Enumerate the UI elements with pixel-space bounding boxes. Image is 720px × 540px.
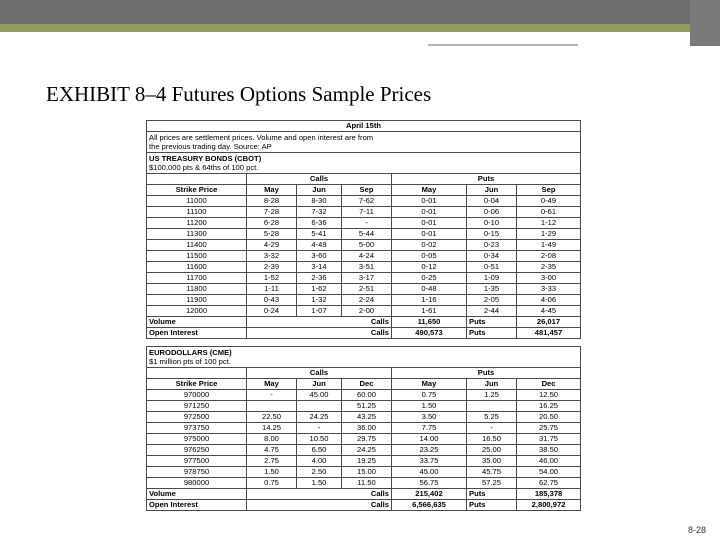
price-cell: 1-16 <box>392 295 467 306</box>
table-row <box>147 412 581 423</box>
strike-price-cell: 12000 <box>147 306 247 317</box>
header-underline <box>428 44 578 46</box>
treasury-rows <box>147 196 581 317</box>
price-cell: 29.75 <box>342 434 392 445</box>
column-header: Jun <box>297 379 342 390</box>
strike-price-cell: 11100 <box>147 207 247 218</box>
table-row <box>147 251 581 262</box>
header-accent-bar <box>0 24 720 32</box>
price-cell: 0-10 <box>467 218 517 229</box>
price-cell: 33.75 <box>392 456 467 467</box>
price-cell: 1-52 <box>247 273 297 284</box>
table-row <box>147 273 581 284</box>
price-cell: 1-07 <box>297 306 342 317</box>
open-interest-label: Open Interest <box>147 328 247 339</box>
price-cell: 0-06 <box>467 207 517 218</box>
price-cell: 45.75 <box>467 467 517 478</box>
strike-price-cell: 970000 <box>147 390 247 401</box>
open-interest-calls-label: Calls <box>247 328 392 339</box>
price-cell: 15.00 <box>342 467 392 478</box>
treasury-puts-header: Puts <box>392 174 581 185</box>
treasury-heading-title: US TREASURY BONDS (CBOT) <box>149 154 262 163</box>
price-cell: 0-23 <box>467 240 517 251</box>
treasury-date: April 15th <box>147 121 581 132</box>
price-cell: 7-62 <box>342 196 392 207</box>
table-row <box>147 306 581 317</box>
treasury-heading-units: $100,000 pts & 64ths of 100 pct. <box>149 163 259 172</box>
price-cell: 60.00 <box>342 390 392 401</box>
price-cell: 4-06 <box>517 295 581 306</box>
volume-calls-value: 11,650 <box>392 317 467 328</box>
volume-calls-label: Calls <box>247 317 392 328</box>
price-cell: 0-61 <box>517 207 581 218</box>
treasury-note <box>147 132 581 153</box>
price-cell: 1.50 <box>247 467 297 478</box>
strike-price-cell: 975000 <box>147 434 247 445</box>
price-cell: 4-29 <box>247 240 297 251</box>
price-cell: 3.50 <box>392 412 467 423</box>
price-cell <box>297 401 342 412</box>
price-cell: 22.50 <box>247 412 297 423</box>
price-cell: 3-17 <box>342 273 392 284</box>
price-cell: 0-34 <box>467 251 517 262</box>
open-interest-calls-label: Calls <box>247 500 392 511</box>
price-cell: 10.50 <box>297 434 342 445</box>
price-cell: 5-44 <box>342 229 392 240</box>
strike-price-cell: 11000 <box>147 196 247 207</box>
price-cell: 6.50 <box>297 445 342 456</box>
slide-title: EXHIBIT 8–4 Futures Options Sample Prices <box>46 82 432 106</box>
price-cell: 0-01 <box>392 229 467 240</box>
header-corner-block <box>690 0 720 46</box>
open-interest-puts-label: Puts <box>467 500 517 511</box>
price-cell: 1-09 <box>467 273 517 284</box>
price-cell: 0-04 <box>467 196 517 207</box>
price-cell: 31.75 <box>517 434 581 445</box>
price-cell: 0-01 <box>392 196 467 207</box>
price-cell: 1-12 <box>517 218 581 229</box>
eurodollar-column-headers <box>147 379 581 390</box>
column-header: Jun <box>467 379 517 390</box>
price-cell: 4-49 <box>297 240 342 251</box>
column-header: Sep <box>517 185 581 196</box>
price-cell: 56.75 <box>392 478 467 489</box>
eurodollar-puts-header: Puts <box>392 368 581 379</box>
table-row <box>147 390 581 401</box>
price-cell: 19.25 <box>342 456 392 467</box>
table-row <box>147 240 581 251</box>
open-interest-calls-value: 6,566,635 <box>392 500 467 511</box>
price-cell: 1.50 <box>392 401 467 412</box>
price-cell: 4-24 <box>342 251 392 262</box>
volume-puts-label: Puts <box>467 489 517 500</box>
strike-price-cell: 11300 <box>147 229 247 240</box>
column-header: Dec <box>342 379 392 390</box>
column-header: May <box>247 379 297 390</box>
table-row <box>147 401 581 412</box>
price-cell: 2-51 <box>342 284 392 295</box>
price-cell: 2-00 <box>342 306 392 317</box>
price-cell: 0-01 <box>392 218 467 229</box>
strike-price-cell: 971250 <box>147 401 247 412</box>
price-cell: 2.50 <box>297 467 342 478</box>
column-header: Jun <box>467 185 517 196</box>
column-header: Dec <box>517 379 581 390</box>
price-cell: 1-11 <box>247 284 297 295</box>
table-row <box>147 456 581 467</box>
price-cell: 0-02 <box>392 240 467 251</box>
strike-price-cell: 977500 <box>147 456 247 467</box>
price-cell: 2-05 <box>467 295 517 306</box>
strike-price-cell: 11400 <box>147 240 247 251</box>
treasury-options-table <box>146 120 581 339</box>
price-cell: 6-28 <box>247 218 297 229</box>
strike-price-cell: 976250 <box>147 445 247 456</box>
price-cell: 62.75 <box>517 478 581 489</box>
price-cell: 4-45 <box>517 306 581 317</box>
price-cell: - <box>247 390 297 401</box>
price-cell: 0-01 <box>392 207 467 218</box>
open-interest-puts-value: 481,457 <box>517 328 581 339</box>
table-row <box>147 229 581 240</box>
strike-price-cell: 973750 <box>147 423 247 434</box>
open-interest-calls-value: 490,573 <box>392 328 467 339</box>
price-cell: 1-49 <box>517 240 581 251</box>
treasury-note-line1: All prices are settlement prices. Volume and open interest are from <box>149 133 374 142</box>
treasury-column-headers <box>147 185 581 196</box>
price-cell: 20.50 <box>517 412 581 423</box>
table-row <box>147 284 581 295</box>
price-cell: 2-39 <box>247 262 297 273</box>
price-cell: 3-32 <box>247 251 297 262</box>
column-header: May <box>247 185 297 196</box>
strike-price-cell: 980000 <box>147 478 247 489</box>
volume-label: Volume <box>147 317 247 328</box>
column-header: May <box>392 379 467 390</box>
price-cell: 0.75 <box>392 390 467 401</box>
price-cell: 0-43 <box>247 295 297 306</box>
table-row <box>147 218 581 229</box>
price-cell <box>467 401 517 412</box>
price-cell: 7.75 <box>392 423 467 434</box>
price-cell: 1-35 <box>467 284 517 295</box>
open-interest-label: Open Interest <box>147 500 247 511</box>
table-row <box>147 478 581 489</box>
price-cell: 57.25 <box>467 478 517 489</box>
volume-label: Volume <box>147 489 247 500</box>
strike-price-cell: 972500 <box>147 412 247 423</box>
price-cell: 16.25 <box>517 401 581 412</box>
treasury-open-interest-row <box>147 328 581 339</box>
column-header: Sep <box>342 185 392 196</box>
table-row <box>147 467 581 478</box>
price-cell: 2.75 <box>247 456 297 467</box>
price-cell: 2-24 <box>342 295 392 306</box>
price-cell: 4.00 <box>297 456 342 467</box>
price-cell: 0-25 <box>392 273 467 284</box>
table-row <box>147 423 581 434</box>
price-cell: 0-15 <box>467 229 517 240</box>
open-interest-puts-label: Puts <box>467 328 517 339</box>
table-row <box>147 434 581 445</box>
price-cell: 0-05 <box>392 251 467 262</box>
price-cell: 35.00 <box>467 456 517 467</box>
table-row <box>147 445 581 456</box>
volume-calls-value: 215,402 <box>392 489 467 500</box>
price-cell: 1-29 <box>517 229 581 240</box>
price-cell: 5-00 <box>342 240 392 251</box>
eurodollar-heading-units: $1 million pts of 100 pct. <box>149 357 231 366</box>
price-cell: 0-24 <box>247 306 297 317</box>
price-cell: 5-41 <box>297 229 342 240</box>
price-cell: 3-60 <box>297 251 342 262</box>
eurodollar-open-interest-row <box>147 500 581 511</box>
price-cell: 1-61 <box>392 306 467 317</box>
volume-calls-label: Calls <box>247 489 392 500</box>
eurodollar-strike-spacer <box>147 368 247 379</box>
price-cell: 1.25 <box>467 390 517 401</box>
price-cell: 24.25 <box>297 412 342 423</box>
price-cell: 45.00 <box>297 390 342 401</box>
header-bar <box>0 0 720 24</box>
treasury-note-line2: the previous trading day. Source: AP <box>149 142 272 151</box>
strike-price-cell: 11600 <box>147 262 247 273</box>
price-cell: 7-28 <box>247 207 297 218</box>
price-cell: 0-48 <box>392 284 467 295</box>
strike-price-cell: 11700 <box>147 273 247 284</box>
table-row <box>147 295 581 306</box>
price-cell <box>247 401 297 412</box>
table-row <box>147 196 581 207</box>
price-cell: 5-28 <box>247 229 297 240</box>
strike-price-cell: 978750 <box>147 467 247 478</box>
price-cell: 38.50 <box>517 445 581 456</box>
price-cell: 12.50 <box>517 390 581 401</box>
price-cell: 25.00 <box>467 445 517 456</box>
column-header: Strike Price <box>147 185 247 196</box>
price-cell: - <box>467 423 517 434</box>
treasury-volume-row <box>147 317 581 328</box>
price-cell: 3-14 <box>297 262 342 273</box>
treasury-calls-header: Calls <box>247 174 392 185</box>
price-cell: 45.00 <box>392 467 467 478</box>
column-header: Strike Price <box>147 379 247 390</box>
strike-price-cell: 11500 <box>147 251 247 262</box>
open-interest-puts-value: 2,800,972 <box>517 500 581 511</box>
price-cell: 0-51 <box>467 262 517 273</box>
price-cell: 51.25 <box>342 401 392 412</box>
price-cell: 3-33 <box>517 284 581 295</box>
price-cell: 25.75 <box>517 423 581 434</box>
volume-puts-value: 26,017 <box>517 317 581 328</box>
price-cell: 24.25 <box>342 445 392 456</box>
eurodollar-options-table <box>146 346 581 511</box>
price-cell: 3-51 <box>342 262 392 273</box>
price-cell: 7-11 <box>342 207 392 218</box>
price-cell: 3-00 <box>517 273 581 284</box>
price-cell: 1-32 <box>297 295 342 306</box>
column-header: May <box>392 185 467 196</box>
eurodollar-heading-title: EURODOLLARS (CME) <box>149 348 232 357</box>
eurodollar-rows <box>147 390 581 489</box>
price-cell: 5.25 <box>467 412 517 423</box>
volume-puts-value: 185,378 <box>517 489 581 500</box>
price-cell: - <box>342 218 392 229</box>
eurodollar-calls-header: Calls <box>247 368 392 379</box>
price-cell: 6-36 <box>297 218 342 229</box>
strike-price-cell: 11900 <box>147 295 247 306</box>
price-cell: 2-44 <box>467 306 517 317</box>
table-row <box>147 207 581 218</box>
price-cell: 1-62 <box>297 284 342 295</box>
price-cell: 36.00 <box>342 423 392 434</box>
eurodollar-heading <box>147 347 581 368</box>
page-number: 8-28 <box>688 525 707 535</box>
price-cell: 8-30 <box>297 196 342 207</box>
price-cell: 14.00 <box>392 434 467 445</box>
price-cell: 7-32 <box>297 207 342 218</box>
price-cell: 2-08 <box>517 251 581 262</box>
price-cell: 16.50 <box>467 434 517 445</box>
price-cell: 0-49 <box>517 196 581 207</box>
column-header: Jun <box>297 185 342 196</box>
price-cell: 1.50 <box>297 478 342 489</box>
strike-price-cell: 11200 <box>147 218 247 229</box>
price-cell: 46.00 <box>517 456 581 467</box>
price-cell: 23.25 <box>392 445 467 456</box>
table-row <box>147 262 581 273</box>
price-cell: 8-28 <box>247 196 297 207</box>
price-cell: 2-35 <box>517 262 581 273</box>
price-cell: 14.25 <box>247 423 297 434</box>
price-cell: 2-36 <box>297 273 342 284</box>
volume-puts-label: Puts <box>467 317 517 328</box>
treasury-strike-spacer <box>147 174 247 185</box>
price-cell: 4.75 <box>247 445 297 456</box>
price-cell: - <box>297 423 342 434</box>
price-cell: 43.25 <box>342 412 392 423</box>
price-cell: 54.00 <box>517 467 581 478</box>
strike-price-cell: 11800 <box>147 284 247 295</box>
treasury-heading <box>147 153 581 174</box>
price-cell: 0.75 <box>247 478 297 489</box>
price-cell: 11.50 <box>342 478 392 489</box>
price-cell: 8.00 <box>247 434 297 445</box>
price-cell: 0-12 <box>392 262 467 273</box>
eurodollar-volume-row <box>147 489 581 500</box>
